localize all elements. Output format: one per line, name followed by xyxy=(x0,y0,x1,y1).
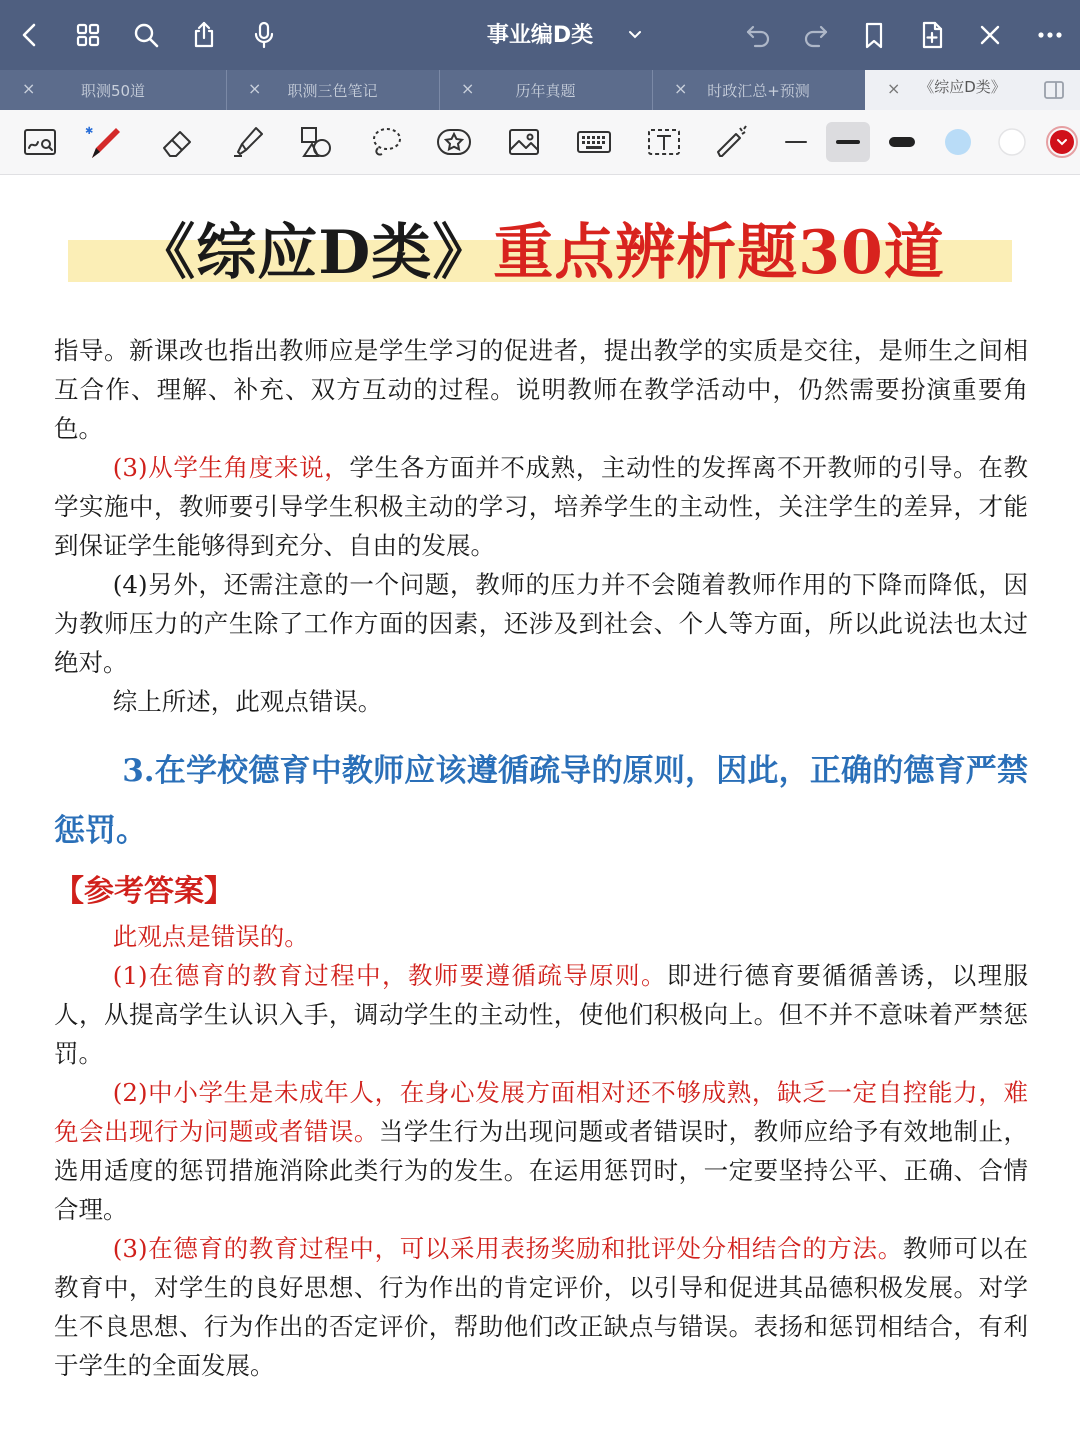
paragraph: (4)另外，还需注意的一个问题，教师的压力并不会随着教师作用的下降而降低，因为教师压力的产生除了工作方面的因素，还涉及到社会、个人等方面，所以此说法也太过绝对。 xyxy=(54,570,1028,677)
paragraph xyxy=(54,1073,1028,1229)
thick-stroke-option[interactable] xyxy=(880,122,924,162)
svg-text:✱: ✱ xyxy=(85,126,94,137)
document-title[interactable]: 事业编D类 xyxy=(486,23,594,48)
shapes-icon[interactable] xyxy=(294,122,338,162)
paragraph xyxy=(54,1229,1028,1385)
close-icon[interactable] xyxy=(972,17,1008,53)
lasso-icon[interactable] xyxy=(364,122,408,162)
question-heading: 3.在学校德育中教师应该遵循疏导的原则，因此，正确的德育严禁惩罚。 xyxy=(54,753,1028,849)
color-swatch-white[interactable] xyxy=(990,122,1034,162)
sticker-icon[interactable] xyxy=(432,122,476,162)
grid-icon[interactable] xyxy=(70,17,106,53)
laser-pointer-icon[interactable] xyxy=(710,122,754,162)
redo-icon[interactable] xyxy=(798,17,834,53)
image-icon[interactable] xyxy=(502,122,546,162)
body-text: 即进行德育要循循善诱，以理服人，从提高学生认识入手，调动学生的主动性，使他们积极向上。但不并不意味着严禁惩罚。 xyxy=(54,961,1029,1068)
tab-bar xyxy=(0,70,1080,110)
document-content xyxy=(54,331,1028,1385)
tab-close-icon[interactable]: × xyxy=(674,79,688,98)
keyboard-icon[interactable] xyxy=(572,122,616,162)
search-icon[interactable] xyxy=(128,17,164,53)
banner-title-part1: 《综应D类》 xyxy=(135,218,494,288)
emphasis-text: (3)从学生角度来说， xyxy=(112,453,350,482)
answer-heading: 【参考答案】 xyxy=(54,874,234,909)
top-navigation-bar xyxy=(0,0,1080,70)
tab-close-icon[interactable]: × xyxy=(461,79,475,98)
paragraph xyxy=(54,956,1028,1073)
color-swatch-red[interactable] xyxy=(1040,122,1084,162)
tab-label: 历年真题 xyxy=(515,82,576,100)
undo-icon[interactable] xyxy=(740,17,776,53)
tab-item[interactable] xyxy=(439,70,653,110)
emphasis-text: (1)在德育的教育过程中，教师要遵循疏导原则。 xyxy=(112,961,667,990)
tab-label: 时政汇总+预测 xyxy=(707,82,810,100)
color-swatch-light-blue[interactable] xyxy=(936,122,980,162)
share-icon[interactable] xyxy=(186,17,222,53)
page-banner-title xyxy=(0,205,1080,291)
tab-item[interactable] xyxy=(0,70,227,110)
more-icon[interactable] xyxy=(1032,17,1068,53)
tab-label: 职测三色笔记 xyxy=(287,82,378,100)
microphone-icon[interactable] xyxy=(246,17,282,53)
tab-item[interactable] xyxy=(226,70,440,110)
paragraph: 综上所述，此观点错误。 xyxy=(112,687,383,716)
paragraph: 此观点是错误的。 xyxy=(112,922,309,951)
paragraph: 指导。新课改也指出教师应是学生学习的促进者，提出教学的实质是交往，是师生之间相互合作、理解、补充、双方互动的过程。说明教师在教学活动中，仍然需要扮演重要角色。 xyxy=(54,336,1028,443)
tab-item-active[interactable] xyxy=(865,70,1080,110)
highlighter-icon[interactable] xyxy=(226,122,270,162)
tab-label: 职测50道 xyxy=(80,82,146,100)
banner-title-part2: 重点辨析题30道 xyxy=(493,218,945,288)
paragraph xyxy=(54,448,1028,565)
thin-stroke-option[interactable] xyxy=(774,122,818,162)
emphasis-text: (3)在德育的教育过程中，可以采用表扬奖励和批评处分相结合的方法。 xyxy=(112,1234,903,1263)
body-text: 当学生行为出现问题或者错误时，教师应给予有效地制止，选用适度的惩罚措施消除此类行为的发生。在运用惩罚时，一定要坚持公平、正确、合情合理。 xyxy=(54,1117,1028,1224)
body-text: 学生各方面并不成熟，主动性的发挥离不开教师的引导。在教学实施中，教师要引导学生积极主动的学习，培养学生的主动性，关注学生的差异，才能到保证学生能够得到充分、自由的发展。 xyxy=(54,453,1028,560)
zoom-write-icon[interactable] xyxy=(18,122,62,162)
tab-close-icon[interactable]: × xyxy=(248,79,262,98)
medium-stroke-option[interactable] xyxy=(826,122,870,162)
add-page-icon[interactable] xyxy=(914,17,950,53)
chevron-down-icon[interactable] xyxy=(625,24,645,44)
tab-close-icon[interactable]: × xyxy=(22,79,36,98)
pen-icon[interactable] xyxy=(84,122,128,162)
eraser-icon[interactable] xyxy=(156,122,200,162)
side-panel-icon[interactable] xyxy=(1042,78,1066,102)
drawing-toolbar xyxy=(0,110,1080,175)
back-icon[interactable] xyxy=(12,17,48,53)
tab-label: 《综应D类》 xyxy=(919,78,1006,96)
bookmark-icon[interactable] xyxy=(856,17,892,53)
tab-close-icon[interactable]: × xyxy=(887,79,901,98)
tab-item[interactable] xyxy=(652,70,866,110)
body-text: 教师可以在教育中，对学生的良好思想、行为作出的肯定评价，以引导和促进其品德积极发展。对学生不良思想、行为作出的否定评价，帮助他们改正缺点与错误。表扬和惩罚相结合，有利于学生的全面发展。 xyxy=(54,1234,1029,1380)
text-icon[interactable] xyxy=(642,122,686,162)
emphasis-text: (2)中小学生是未成年人，在身心发展方面相对还不够成熟，缺乏一定自控能力，难免会出现行为问题或者错误。 xyxy=(54,1078,1028,1146)
